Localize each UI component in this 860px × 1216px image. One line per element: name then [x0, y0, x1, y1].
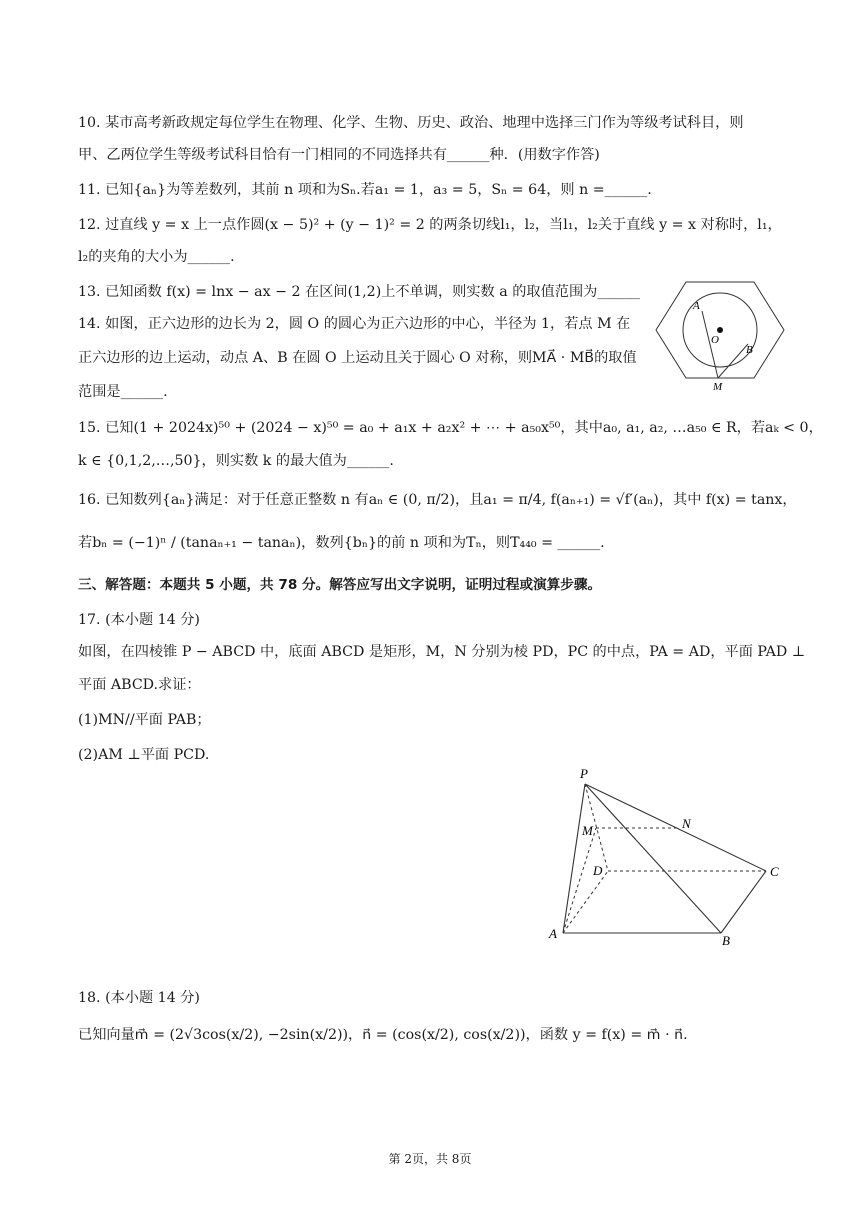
- q17-part1: (1)MN//平面 PAB；: [78, 712, 211, 728]
- pyramid-figure: [540, 765, 790, 950]
- q16-line2: 若bₙ = (−1)ⁿ / (tanaₙ₊₁ − tanaₙ)，数列{bₙ}的前 n 项和为Tₙ，则T₄₄₀ = ______.: [78, 535, 605, 551]
- q18-header: 18. (本小题 14 分): [78, 990, 200, 1006]
- label-c: C: [770, 864, 779, 879]
- q10-line2: 甲、乙两位学生等级考试科目恰有一门相同的不同选择共有______种．(用数字作答): [78, 147, 600, 163]
- edge-bc: [721, 871, 766, 933]
- label-p: P: [580, 766, 588, 781]
- q15-line1: 15. 已知(1 + 2024x)⁵⁰ + (2024 − x)⁵⁰ = a₀ + a₁x + a₂x² + ⋯ + a₅₀x⁵⁰，其中a₀, a₁, a₂, …a₅₀ ∈ R，若aₖ < 0，: [78, 420, 823, 436]
- q16-line1: 16. 已知数列{aₙ}满足：对于任意正整数 n 有aₙ ∈ (0, π/2)，且a₁ = π/4, f(aₙ₊₁) = √f′(aₙ)，其中 f(x) = tanx，: [78, 492, 797, 508]
- label-d: D: [593, 863, 603, 878]
- label-a: A: [693, 300, 700, 312]
- section-3-heading: 三、解答题：本题共 5 小题，共 78 分。解答应写出文字说明，证明过程或演算步骤。: [78, 577, 602, 593]
- page-footer: 第 2页，共 8页: [388, 1152, 472, 1166]
- label-o: O: [711, 334, 719, 346]
- q11-line1: 11. 已知{aₙ}为等差数列，其前 n 项和为Sₙ.若a₁ = 1，a₃ = 5，Sₙ = 64，则 n =______.: [78, 182, 652, 198]
- hexagon-circle-figure: [652, 280, 788, 398]
- q12-line1: 12. 过直线 y = x 上一点作圆(x − 5)² + (y − 1)² = 2 的两条切线l₁，l₂，当l₁，l₂关于直线 y = x 对称时，l₁，: [78, 217, 782, 233]
- q17-header: 17. (本小题 14 分): [78, 612, 200, 628]
- q10-line1: 10. 某市高考新政规定每位学生在物理、化学、生物、历史、政治、地理中选择三门作为等级考试科目，则: [78, 115, 744, 131]
- q15-line2: k ∈ {0,1,2,…,50}，则实数 k 的最大值为______.: [78, 453, 394, 469]
- q17-line1: 如图，在四棱锥 P − ABCD 中，底面 ABCD 是矩形，M，N 分别为棱 PD，PC 的中点，PA = AD，平面 PAD ⊥: [78, 644, 806, 660]
- label-m: M: [713, 381, 723, 393]
- edge-pa: [563, 784, 585, 933]
- edge-ad: [563, 871, 608, 933]
- q14-line1: 14. 如图，正六边形的边长为 2，圆 O 的圆心为正六边形的中心，半径为 1，若点 M 在: [78, 316, 631, 332]
- q14-line2: 正六边形的边上运动，动点 A、B 在圆 O 上运动且关于圆心 O 对称，则MA⃗ · MB⃗的取值: [78, 350, 637, 366]
- q12-line2: l₂的夹角的大小为______.: [78, 249, 235, 265]
- q17-part2: (2)AM ⊥平面 PCD.: [78, 747, 210, 763]
- q18-line1: 已知向量m⃗ = (2√3cos(x/2), −2sin(x/2))，n⃗ = (cos(x/2), cos(x/2))，函数 y = f(x) = m⃗ · n⃗.: [78, 1027, 688, 1043]
- segment-am: [563, 828, 596, 933]
- label-b: B: [722, 933, 730, 948]
- edge-pb: [585, 784, 721, 933]
- q14-line3: 范围是______.: [78, 384, 168, 400]
- label-m: M: [582, 823, 593, 838]
- segment-mb: [718, 344, 748, 378]
- label-b: B: [746, 344, 753, 356]
- label-n: N: [682, 816, 691, 831]
- q13-line1: 13. 已知函数 f(x) = lnx − ax − 2 在区间(1,2)上不单调，则实数 a 的取值范围为______: [78, 284, 640, 300]
- label-a: A: [549, 926, 557, 941]
- center-dot: [717, 327, 723, 333]
- q17-line2: 平面 ABCD.求证：: [78, 677, 201, 693]
